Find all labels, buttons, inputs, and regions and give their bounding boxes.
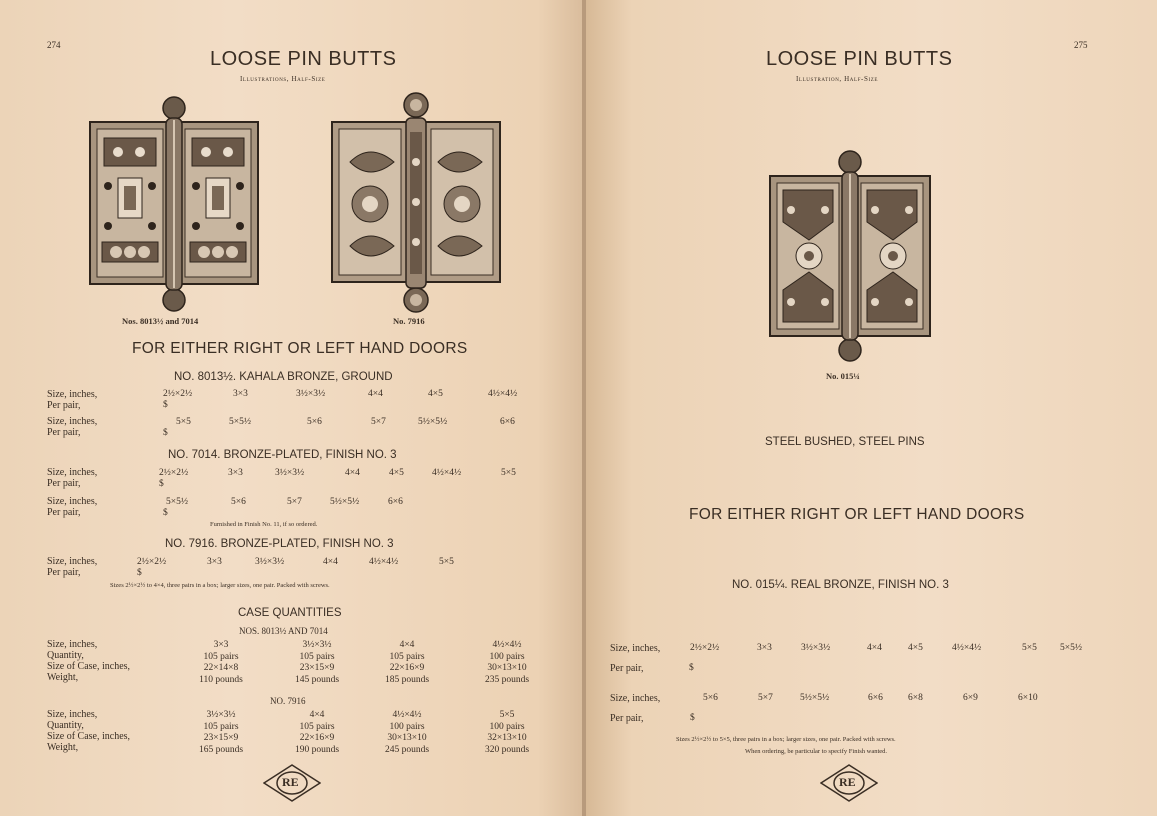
case-cell: 4½×4½ xyxy=(392,710,422,720)
case-cell: 320 pounds xyxy=(484,744,530,755)
size-cell: 4½×4½ xyxy=(488,389,518,399)
page-number: 275 xyxy=(1074,40,1088,50)
size-cell: 5×6 xyxy=(703,693,718,703)
case-cell: 245 pounds xyxy=(384,744,430,755)
case-cell: 105 pairs xyxy=(203,721,239,732)
size-label: Size, inches, xyxy=(47,416,98,427)
case-column xyxy=(282,710,352,756)
size-cell: 2½×2½ xyxy=(163,389,193,399)
case-cell: 22×16×9 xyxy=(299,733,335,743)
case-cell: 105 pairs xyxy=(389,651,425,662)
size-label: Size, inches, xyxy=(610,693,661,704)
size-cell: 5×6 xyxy=(307,417,322,427)
price-label: Per pair, xyxy=(610,663,644,674)
size-cell: 2½×2½ xyxy=(159,468,189,478)
case-group-title: NOS. 8013½ AND 7014 xyxy=(239,626,328,636)
case-column xyxy=(282,640,352,686)
maker-logo xyxy=(263,764,321,802)
size-cell: 4×4 xyxy=(867,643,882,653)
size-cell: 3½×3½ xyxy=(275,468,305,478)
case-cell: 165 pounds xyxy=(198,744,244,755)
hinge-caption: Nos. 8013½ and 7014 xyxy=(122,316,199,326)
case-cell: 23×15×9 xyxy=(203,733,239,743)
hinge-caption: No. 015¼ xyxy=(826,371,860,381)
size-cell: 4×5 xyxy=(389,468,404,478)
case-labels xyxy=(47,709,130,753)
case-cell: 105 pairs xyxy=(299,721,335,732)
logo-monogram: RE xyxy=(282,775,299,789)
price-label: Per pair, xyxy=(47,478,81,489)
finish-note: Furnished in Finish No. 11, if so ordered. xyxy=(210,521,318,528)
size-label: Size, inches, xyxy=(47,389,98,400)
case-column xyxy=(470,640,544,686)
case-label: Size of Case, inches, xyxy=(47,661,131,672)
size-label: Size, inches, xyxy=(47,556,98,567)
section-heading: FOR EITHER RIGHT OR LEFT HAND DOORS xyxy=(689,506,1025,523)
size-cell: 5×5½ xyxy=(229,417,251,427)
size-cell: 5×6 xyxy=(231,497,246,507)
case-column xyxy=(186,710,256,756)
case-cell: 22×14×8 xyxy=(203,663,239,673)
case-column xyxy=(372,710,442,756)
product-title-8013: NO. 8013½. KAHALA BRONZE, GROUND xyxy=(174,371,393,383)
hinge-illustration-7916 xyxy=(330,92,502,314)
dollar-sign: $ xyxy=(137,568,142,578)
page-number: 274 xyxy=(47,40,61,50)
price-label: Per pair, xyxy=(47,567,81,578)
case-label: Size, inches, xyxy=(47,639,98,650)
price-label: Per pair, xyxy=(47,507,81,518)
dollar-sign: $ xyxy=(690,713,695,723)
case-cell: 32×13×10 xyxy=(487,733,527,743)
page-title: LOOSE PIN BUTTS xyxy=(210,48,397,70)
case-cell: 190 pounds xyxy=(294,744,340,755)
case-cell: 100 pairs xyxy=(389,721,425,732)
case-label: Size, inches, xyxy=(47,709,98,720)
size-cell: 6×6 xyxy=(388,497,403,507)
size-cell: 3×3 xyxy=(207,557,222,567)
case-column xyxy=(186,640,256,686)
case-cell: 23×15×9 xyxy=(299,663,335,673)
case-cell: 4½×4½ xyxy=(492,640,522,650)
size-cell: 3½×3½ xyxy=(255,557,285,567)
size-cell: 5×5½ xyxy=(166,497,188,507)
dollar-sign: $ xyxy=(163,400,168,410)
case-quantities-title: CASE QUANTITIES xyxy=(238,607,342,619)
dollar-sign: $ xyxy=(159,479,164,489)
size-cell: 4½×4½ xyxy=(952,643,982,653)
hinge-illustration-015 xyxy=(769,150,931,364)
hinge-caption: No. 7916 xyxy=(393,316,425,326)
size-label: Size, inches, xyxy=(610,643,661,654)
size-cell: 4½×4½ xyxy=(369,557,399,567)
case-cell: 4×4 xyxy=(309,710,325,720)
size-cell: 5½×5½ xyxy=(418,417,448,427)
case-column xyxy=(372,640,442,686)
size-cell: 2½×2½ xyxy=(137,557,167,567)
case-label: Weight, xyxy=(47,742,79,753)
packing-note: Sizes 2½×2½ to 5×5, three pairs in a box; larger sizes, one pair. Packed with screws. xyxy=(676,736,896,743)
size-cell: 5½×5½ xyxy=(330,497,360,507)
maker-logo xyxy=(820,764,878,802)
dollar-sign: $ xyxy=(163,428,168,438)
steel-bushed-note: STEEL BUSHED, STEEL PINS xyxy=(765,436,925,448)
size-cell: 6×6 xyxy=(500,417,515,427)
price-label: Per pair, xyxy=(47,427,81,438)
case-column xyxy=(470,710,544,756)
page-subtitle: Illustration, Half-Size xyxy=(796,75,879,83)
price-label: Per pair, xyxy=(47,400,81,411)
size-cell: 4×4 xyxy=(345,468,360,478)
right-page xyxy=(586,0,1157,816)
case-cell: 4×4 xyxy=(399,640,415,650)
size-cell: 5×5 xyxy=(176,417,191,427)
size-cell: 6×6 xyxy=(868,693,883,703)
size-cell: 6×10 xyxy=(1018,693,1038,703)
case-labels xyxy=(47,639,130,683)
case-cell: 105 pairs xyxy=(203,651,239,662)
case-label: Weight, xyxy=(47,672,79,683)
case-cell: 5×5 xyxy=(499,710,515,720)
case-cell: 30×13×10 xyxy=(387,733,427,743)
case-cell: 235 pounds xyxy=(484,674,530,685)
case-label: Quantity, xyxy=(47,720,84,731)
size-cell: 5½×5½ xyxy=(800,693,830,703)
size-cell: 3×3 xyxy=(228,468,243,478)
dollar-sign: $ xyxy=(689,663,694,673)
case-cell: 22×16×9 xyxy=(389,663,425,673)
size-cell: 4×5 xyxy=(428,389,443,399)
size-cell: 4×5 xyxy=(908,643,923,653)
case-label: Quantity, xyxy=(47,650,84,661)
case-cell: 145 pounds xyxy=(294,674,340,685)
page-subtitle: Illustrations, Half-Size xyxy=(240,75,326,83)
size-cell: 5×5 xyxy=(501,468,516,478)
case-cell: 185 pounds xyxy=(384,674,430,685)
case-cell: 3½×3½ xyxy=(302,640,332,650)
size-cell: 4×4 xyxy=(323,557,338,567)
size-cell: 6×9 xyxy=(963,693,978,703)
size-cell: 2½×2½ xyxy=(690,643,720,653)
case-label: Size of Case, inches, xyxy=(47,731,131,742)
size-label: Size, inches, xyxy=(47,467,98,478)
case-cell: 105 pairs xyxy=(299,651,335,662)
size-cell: 5×7 xyxy=(758,693,773,703)
size-cell: 3½×3½ xyxy=(801,643,831,653)
size-cell: 5×5 xyxy=(439,557,454,567)
case-group-title: NO. 7916 xyxy=(270,696,306,706)
hinge-illustration-8013-7014 xyxy=(88,96,260,314)
size-cell: 5×7 xyxy=(371,417,386,427)
case-cell: 3×3 xyxy=(213,640,229,650)
size-cell: 6×8 xyxy=(908,693,923,703)
case-cell: 30×13×10 xyxy=(487,663,527,673)
case-cell: 100 pairs xyxy=(489,651,525,662)
page-title: LOOSE PIN BUTTS xyxy=(766,48,953,70)
size-cell: 5×5½ xyxy=(1060,643,1082,653)
dollar-sign: $ xyxy=(163,508,168,518)
size-cell: 3×3 xyxy=(233,389,248,399)
product-title-015: NO. 015¼. REAL BRONZE, FINISH NO. 3 xyxy=(732,579,949,591)
size-cell: 5×7 xyxy=(287,497,302,507)
logo-monogram: RE xyxy=(839,775,856,789)
case-cell: 100 pairs xyxy=(489,721,525,732)
size-cell: 3½×3½ xyxy=(296,389,326,399)
size-cell: 5×5 xyxy=(1022,643,1037,653)
product-title-7916: NO. 7916. BRONZE-PLATED, FINISH NO. 3 xyxy=(165,538,394,550)
case-cell: 3½×3½ xyxy=(206,710,236,720)
product-title-7014: NO. 7014. BRONZE-PLATED, FINISH NO. 3 xyxy=(168,449,397,461)
size-cell: 3×3 xyxy=(757,643,772,653)
section-heading: FOR EITHER RIGHT OR LEFT HAND DOORS xyxy=(132,340,468,357)
case-cell: 110 pounds xyxy=(199,674,243,685)
price-label: Per pair, xyxy=(610,713,644,724)
ordering-note: When ordering, be particular to specify Finish wanted. xyxy=(745,748,888,755)
size-cell: 4½×4½ xyxy=(432,468,462,478)
size-cell: 4×4 xyxy=(368,389,383,399)
size-label: Size, inches, xyxy=(47,496,98,507)
packing-note: Sizes 2½×2½ to 4×4, three pairs in a box; larger sizes, one pair. Packed with screws. xyxy=(110,582,330,589)
